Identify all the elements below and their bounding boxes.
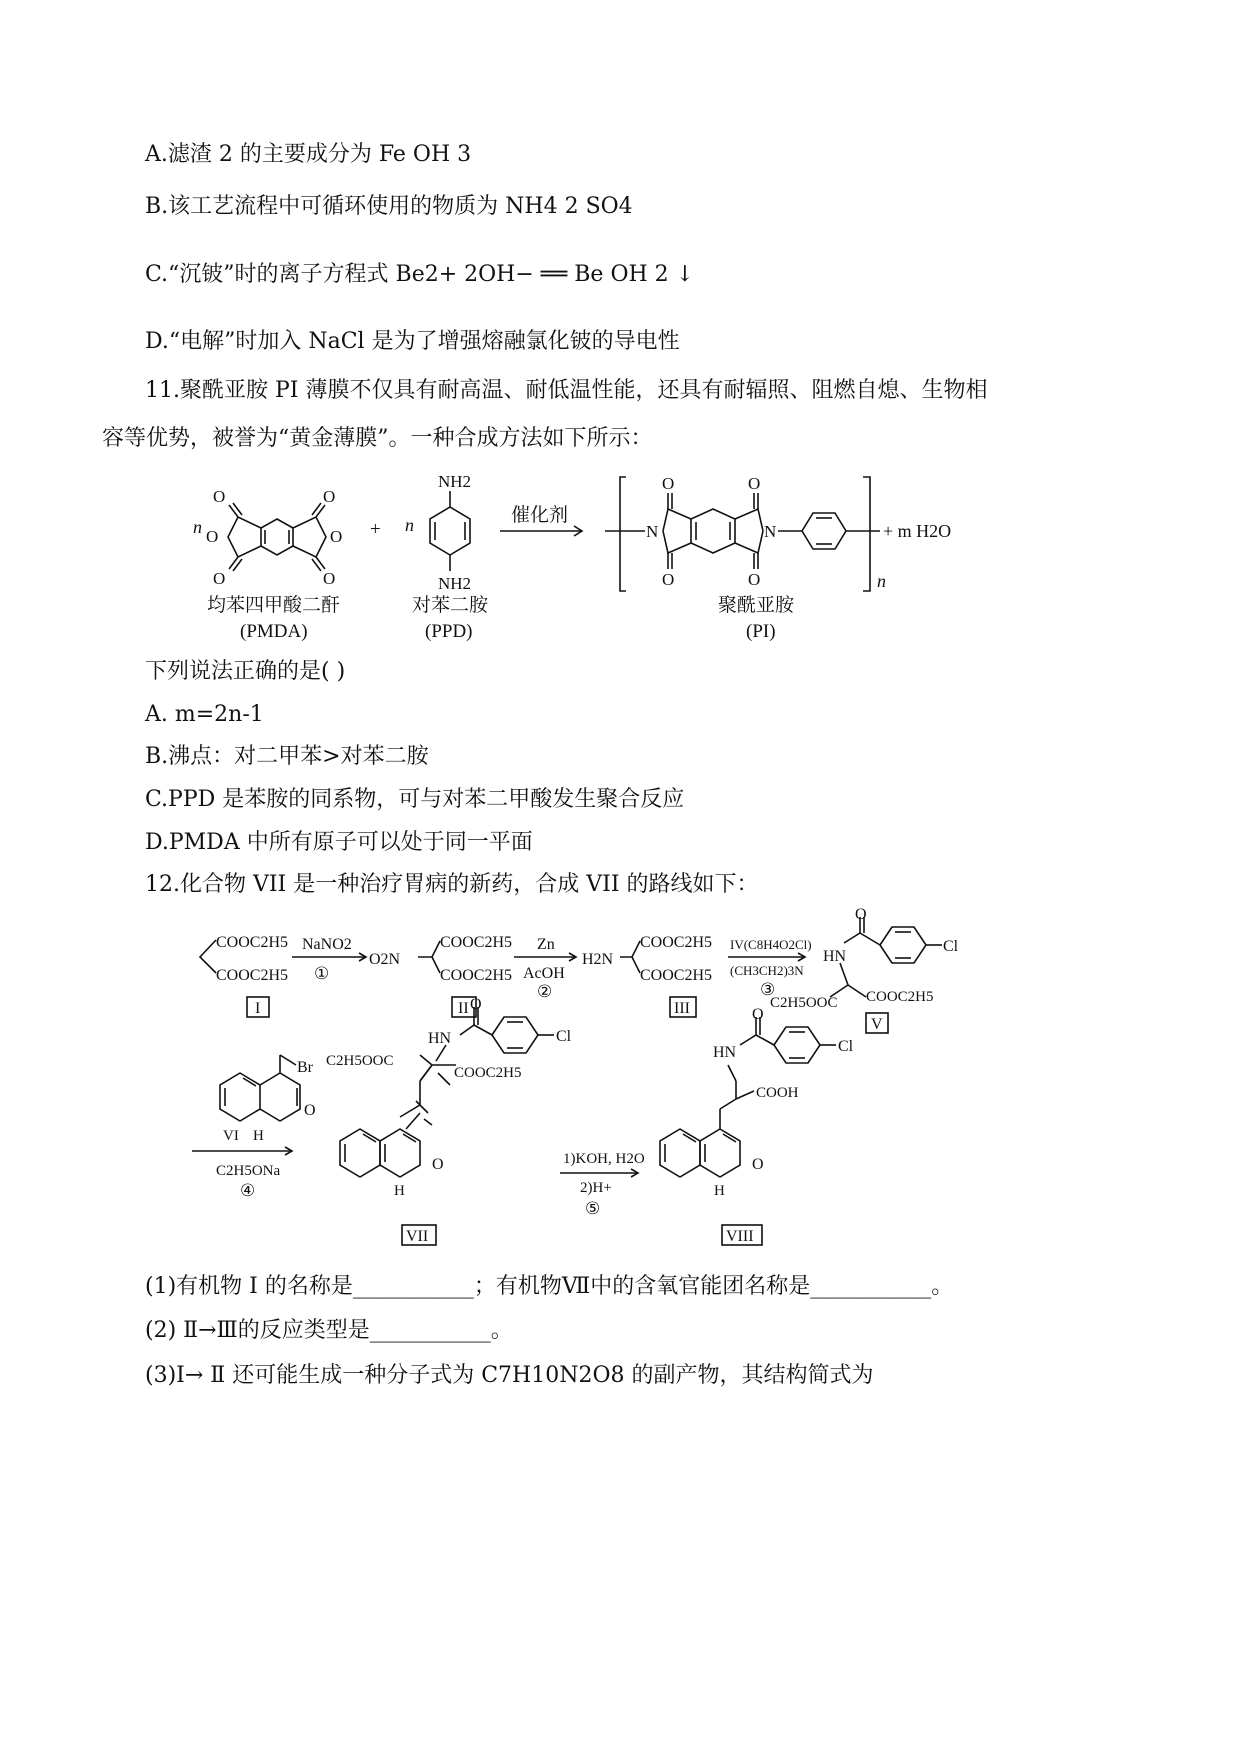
label-ii: II bbox=[458, 1000, 469, 1017]
pmda-o-bottom-right: O bbox=[323, 569, 336, 588]
q11-option-d: D.PMDA 中所有原子可以处于同一平面 bbox=[145, 830, 533, 855]
q11-question: 下列说法正确的是( ) bbox=[145, 659, 346, 684]
pi-o-2: O bbox=[748, 474, 761, 493]
compound-i-ester-top: COOC2H5 bbox=[216, 934, 289, 951]
step4-number: ④ bbox=[240, 1181, 256, 1200]
compound-iii-ester-bottom: COOC2H5 bbox=[640, 967, 713, 984]
pi-abbr: (PI) bbox=[746, 621, 776, 642]
q12-subquestion-1: (1)有机物 I 的名称是___________；有机物Ⅶ中的含氧官能团名称是___________。 bbox=[145, 1274, 954, 1299]
pmda-name: 均苯四甲酸二酐 bbox=[207, 595, 341, 616]
compound-v-o: O bbox=[855, 906, 867, 923]
pmda-o-ring-right: O bbox=[330, 527, 343, 546]
compound-ii-backbone bbox=[418, 941, 440, 957]
step3-number: ③ bbox=[760, 980, 776, 999]
compound-iii-ester-top: COOC2H5 bbox=[640, 934, 713, 951]
q12-subquestion-3: (3)I→ Ⅱ 还可能生成一种分子式为 C7H10N2O8 的副产物，其结构简式为 bbox=[145, 1363, 874, 1388]
compound-viii-o: O bbox=[752, 1006, 764, 1023]
pi-n-left: N bbox=[646, 522, 659, 541]
compound-viii-cl: Cl bbox=[838, 1038, 854, 1055]
q11-option-b: B.沸点：对二甲苯>对苯二胺 bbox=[145, 744, 429, 769]
repeat-subscript: n bbox=[877, 571, 886, 591]
q10-option-b: B.该工艺流程中可循环使用的物质为 NH4 2 SO4 bbox=[145, 194, 633, 219]
ppd-name: 对苯二胺 bbox=[412, 595, 489, 616]
compound-vi-label: VI bbox=[223, 1128, 239, 1144]
label-vii: VII bbox=[406, 1228, 429, 1245]
compound-iii-h2n: H2N bbox=[582, 951, 614, 968]
pi-o-3: O bbox=[662, 570, 675, 589]
step2-reagent: Zn bbox=[537, 936, 555, 953]
label-viii: VIII bbox=[726, 1228, 754, 1245]
pi-name: 聚酰亚胺 bbox=[718, 595, 795, 616]
compound-vi-structure bbox=[220, 1055, 300, 1121]
label-v: V bbox=[871, 1016, 883, 1033]
label-iii: III bbox=[674, 1000, 690, 1017]
step2-number: ② bbox=[537, 982, 553, 1001]
compound-i-ester-bottom: COOC2H5 bbox=[216, 967, 289, 984]
compound-viii-cooh: COOH bbox=[756, 1085, 799, 1101]
polyimide-synthesis-scheme bbox=[180, 465, 1000, 650]
pi-o-4: O bbox=[748, 570, 761, 589]
ppd-abbr: (PPD) bbox=[425, 621, 473, 642]
pmda-o-top-right: O bbox=[323, 487, 336, 506]
compound-vii-hn: HN bbox=[428, 1030, 452, 1047]
pmda-coefficient: n bbox=[193, 517, 202, 537]
pi-n-right: N bbox=[764, 522, 777, 541]
ppd-nh2-top: NH2 bbox=[438, 472, 472, 491]
label-i: I bbox=[255, 1000, 261, 1017]
step3-reagent: IV(C8H4O2Cl) bbox=[730, 937, 812, 952]
compound-vi-o: O bbox=[304, 1102, 316, 1119]
compound-v-ester-left: C2H5OOC bbox=[770, 995, 838, 1011]
compound-i-backbone bbox=[200, 940, 216, 973]
water-coproduct: + m H2O bbox=[883, 521, 952, 541]
catalyst-label: 催化剂 bbox=[511, 505, 569, 526]
step5-acid: 2)H+ bbox=[580, 1180, 612, 1196]
compound-iii-backbone bbox=[620, 941, 640, 957]
compound-vii-o: O bbox=[470, 996, 482, 1013]
q10-option-d: D.“电解”时加入 NaCl 是为了增强熔融氯化铍的导电性 bbox=[145, 329, 680, 354]
compound-v-hn: HN bbox=[823, 948, 847, 965]
compound-ii-ester-bottom: COOC2H5 bbox=[440, 967, 513, 984]
compound-v-cl: Cl bbox=[943, 938, 959, 955]
compound-vi-br: Br bbox=[297, 1059, 313, 1076]
plus-sign: + bbox=[370, 519, 381, 540]
compound-v-structure bbox=[830, 917, 942, 997]
q11-stem-line2: 容等优势，被誉为“黄金薄膜”。一种合成方法如下所示： bbox=[102, 426, 653, 451]
step1-reagent: NaNO2 bbox=[302, 936, 352, 953]
step4-reagent: C2H5ONa bbox=[216, 1163, 281, 1179]
compound-ii-ester-top: COOC2H5 bbox=[440, 934, 513, 951]
compound-vii-ester-right: COOC2H5 bbox=[454, 1065, 522, 1081]
synthesis-route-scheme bbox=[180, 905, 1000, 1255]
pi-o-1: O bbox=[662, 474, 675, 493]
compound-viii-nh: H bbox=[714, 1183, 725, 1199]
q12-stem: 12.化合物 VII 是一种治疗胃病的新药，合成 VII 的路线如下： bbox=[145, 872, 759, 897]
pmda-structure bbox=[228, 503, 326, 571]
pmda-abbr: (PMDA) bbox=[240, 621, 308, 642]
q11-stem-line1: 11.聚酰亚胺 PI 薄膜不仅具有耐高温、耐低温性能，还具有耐辐照、阻燃自熄、生物相 bbox=[145, 378, 988, 403]
compound-vii-cl: Cl bbox=[556, 1028, 572, 1045]
compound-viii-hn: HN bbox=[713, 1044, 737, 1061]
q10-option-c: C.“沉铍”时的离子方程式 Be2+ 2OH− ══ Be OH 2 ↓ bbox=[145, 262, 695, 287]
q11-option-a: A. m=2n-1 bbox=[145, 702, 264, 727]
q10-option-a: A.滤渣 2 的主要成分为 Fe OH 3 bbox=[145, 142, 472, 167]
step3-base: (CH3CH2)3N bbox=[730, 963, 804, 978]
step2-solvent: AcOH bbox=[523, 965, 565, 982]
ppd-structure bbox=[430, 491, 470, 571]
compound-vii-ester-left: C2H5OOC bbox=[326, 1053, 394, 1069]
compound-vi-nh: H bbox=[253, 1128, 264, 1144]
compound-viii-o2: O bbox=[752, 1156, 764, 1173]
pmda-o-top-left: O bbox=[213, 487, 226, 506]
ppd-nh2-bottom: NH2 bbox=[438, 574, 472, 593]
compound-vii-nh: H bbox=[394, 1183, 405, 1199]
step1-number: ① bbox=[314, 964, 330, 983]
pmda-o-bottom-left: O bbox=[213, 569, 226, 588]
compound-v-ester-right: COOC2H5 bbox=[866, 989, 934, 1005]
q11-option-c: C.PPD 是苯胺的同系物，可与对苯二甲酸发生聚合反应 bbox=[145, 787, 685, 812]
compound-vii-o2: O bbox=[432, 1156, 444, 1173]
step5-number: ⑤ bbox=[585, 1199, 601, 1218]
ppd-coefficient: n bbox=[405, 515, 414, 535]
q12-subquestion-2: (2) Ⅱ→Ⅲ的反应类型是___________。 bbox=[145, 1318, 513, 1343]
pmda-o-ring-left: O bbox=[206, 527, 219, 546]
compound-ii-o2n: O2N bbox=[369, 951, 401, 968]
step5-reagent: 1)KOH, H2O bbox=[563, 1151, 645, 1167]
compound-viii-structure bbox=[660, 1017, 836, 1177]
